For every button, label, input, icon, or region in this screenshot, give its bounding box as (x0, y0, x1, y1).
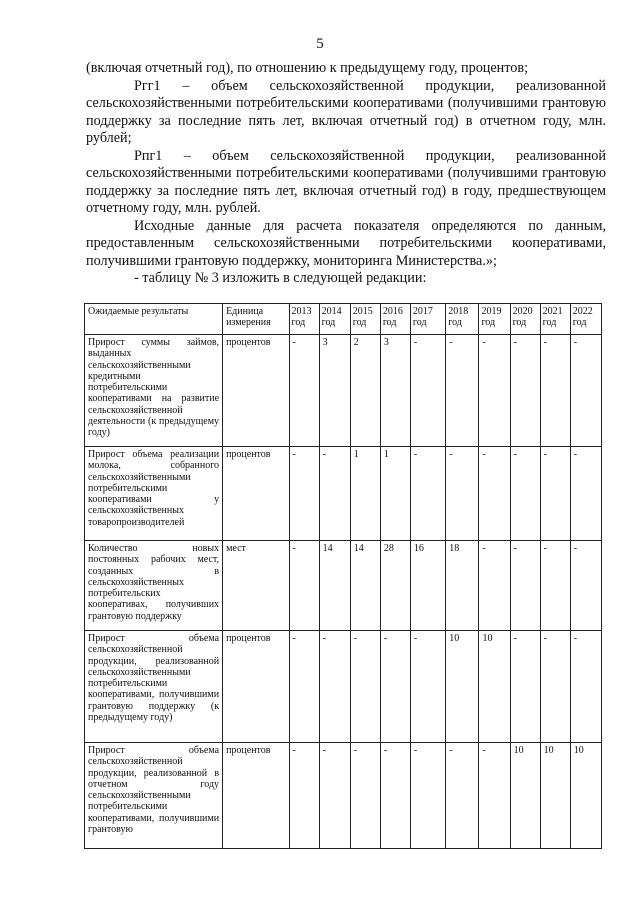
row-value: - (380, 631, 410, 743)
header-year: 2020 год (510, 304, 540, 335)
row-value: 10 (510, 743, 540, 849)
table-header-row (85, 304, 602, 335)
row-value: - (350, 631, 380, 743)
header-year: 2021 год (540, 304, 570, 335)
row-value: - (446, 335, 479, 447)
row-value: 2 (350, 335, 380, 447)
row-value: - (410, 743, 445, 849)
row-value: 3 (319, 335, 350, 447)
row-value: 10 (479, 631, 510, 743)
body-text (86, 60, 606, 288)
row-value: - (319, 743, 350, 849)
row-unit: процентов (223, 335, 289, 447)
row-value: - (319, 631, 350, 743)
row-value: 28 (380, 541, 410, 631)
header-year: 2019 год (479, 304, 510, 335)
row-value: - (510, 631, 540, 743)
row-value: 3 (380, 335, 410, 447)
row-value: - (289, 541, 319, 631)
row-unit: мест (223, 541, 289, 631)
row-value: - (510, 541, 540, 631)
paragraph-source-data: Исходные данные для расчета показателя определяются по данным, предоставленным сельскохозяйственными потребительскими кооперативами, получившими грантовую поддержку, мониторинга Министерства.»; (86, 217, 606, 269)
table-row (85, 743, 602, 849)
row-value: 14 (350, 541, 380, 631)
row-value: - (380, 743, 410, 849)
row-unit: процентов (223, 447, 289, 541)
row-name: Прирост объема сельскохозяйственной продукции, реализованной в отчетном году сельскохозяйственными потребительскими кооперативами, получившими грантовую (85, 743, 223, 849)
header-year: 2022 год (570, 304, 601, 335)
row-unit: процентов (223, 743, 289, 849)
row-value: - (446, 743, 479, 849)
table-row (85, 335, 602, 447)
row-value: - (570, 631, 601, 743)
page-number: 5 (316, 36, 324, 52)
row-value: 10 (540, 743, 570, 849)
row-value: - (479, 335, 510, 447)
table-row (85, 447, 602, 541)
header-year: 2015 год (350, 304, 380, 335)
row-name: Прирост объема реализации молока, собранного сельскохозяйственными потребительскими кооперативами у сельскохозяйственных товаропроизводителей (85, 447, 223, 541)
row-value: - (540, 541, 570, 631)
header-year: 2013 год (289, 304, 319, 335)
row-value: 10 (570, 743, 601, 849)
header-unit: Единица измерения (223, 304, 289, 335)
paragraph-continuation: (включая отчетный год), по отношению к предыдущему году, процентов; (86, 60, 529, 76)
paragraph-table-intro: - таблицу № 3 изложить в следующей редакции: (134, 270, 427, 286)
row-value: - (540, 631, 570, 743)
header-result: Ожидаемые результаты (85, 304, 223, 335)
row-value: - (289, 631, 319, 743)
row-value: - (410, 335, 445, 447)
row-name: Прирост суммы займов, выданных сельскохозяйственными кредитными потребительскими кооперативами на развитие сельскохозяйственной деятельности (к предыдущему году) (85, 335, 223, 447)
row-value: - (479, 541, 510, 631)
row-name: Прирост объема сельскохозяйственной продукции, реализованной сельскохозяйственными потребительскими кооперативами, получившими грантовую поддержку (к предыдущему году) (85, 631, 223, 743)
row-value: - (540, 335, 570, 447)
row-unit: процентов (223, 631, 289, 743)
row-value: 10 (446, 631, 479, 743)
row-value: 1 (380, 447, 410, 541)
row-value: - (479, 447, 510, 541)
row-value: 1 (350, 447, 380, 541)
header-year: 2016 год (380, 304, 410, 335)
paragraph-rog1: Ргг1 – объем сельскохозяйственной продукции, реализованной сельскохозяйственными потребительскими кооперативами (получившими грантовую поддержку за последние пять лет, включая отчетный год) в отчетном году, млн. рублей; (86, 77, 606, 146)
row-value: - (510, 447, 540, 541)
table-row (85, 631, 602, 743)
row-value: - (410, 447, 445, 541)
row-value: - (570, 541, 601, 631)
row-value: - (570, 447, 601, 541)
header-year: 2014 год (319, 304, 350, 335)
row-value: - (289, 335, 319, 447)
table-row (85, 541, 602, 631)
row-value: - (319, 447, 350, 541)
row-value: - (446, 447, 479, 541)
row-name: Количество новых постоянных рабочих мест, созданных в сельскохозяйственных потребительских кооперативах, получивших грантовую поддержку (85, 541, 223, 631)
header-year: 2018 год (446, 304, 479, 335)
row-value: 16 (410, 541, 445, 631)
header-year: 2017 год (410, 304, 445, 335)
row-value: - (410, 631, 445, 743)
results-table (84, 303, 602, 849)
row-value: - (289, 447, 319, 541)
row-value: - (570, 335, 601, 447)
paragraph-rpg1: Рпг1 – объем сельскохозяйственной продукции, реализованной сельскохозяйственными потребительскими кооперативами (получившими грантовую поддержку за последние пять лет, включая отчетный год) в году, предшествующем отчетному году, млн. рублей. (86, 147, 606, 216)
row-value: - (510, 335, 540, 447)
row-value: - (479, 743, 510, 849)
row-value: - (540, 447, 570, 541)
row-value: - (289, 743, 319, 849)
row-value: 14 (319, 541, 350, 631)
row-value: - (350, 743, 380, 849)
row-value: 18 (446, 541, 479, 631)
